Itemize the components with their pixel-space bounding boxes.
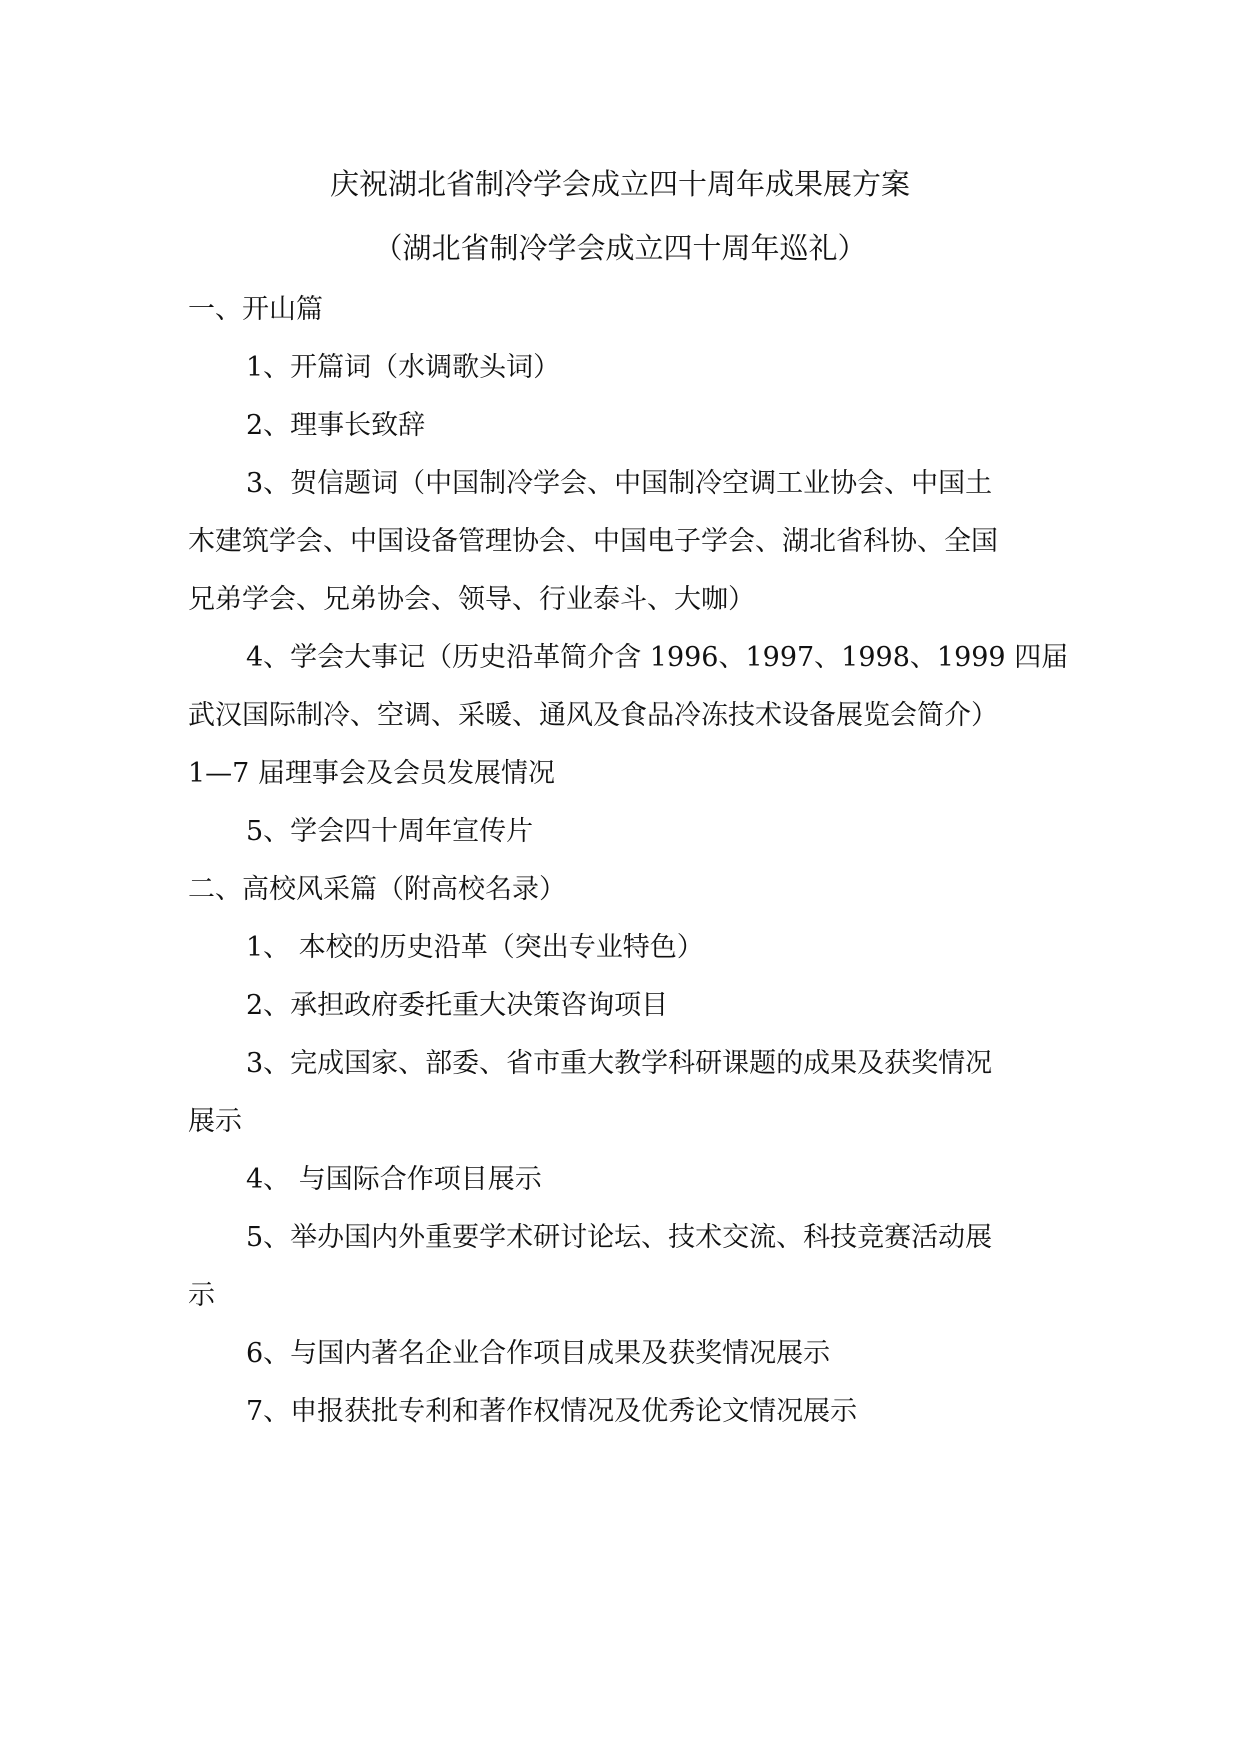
list-item-continuation: 木建筑学会、中国设备管理协会、中国电子学会、湖北省科协、全国 xyxy=(188,526,998,557)
section-heading-1: 一、开山篇 xyxy=(188,294,323,325)
list-item: 5、学会四十周年宣传片 xyxy=(246,816,534,847)
list-item: 4、 与国际合作项目展示 xyxy=(246,1164,542,1195)
document-title: 庆祝湖北省制冷学会成立四十周年成果展方案 xyxy=(329,167,910,201)
list-item: 2、承担政府委托重大决策咨询项目 xyxy=(246,990,669,1021)
list-item-continuation: 示 xyxy=(188,1280,215,1311)
list-item-continuation: 1—7 届理事会及会员发展情况 xyxy=(188,758,555,789)
list-item-continuation: 展示 xyxy=(188,1106,242,1137)
list-item-continuation: 兄弟学会、兄弟协会、领导、行业泰斗、大咖） xyxy=(188,584,755,615)
document-subtitle: （湖北省制冷学会成立四十周年巡礼） xyxy=(373,231,867,265)
list-item: 3、完成国家、部委、省市重大教学科研课题的成果及获奖情况 xyxy=(246,1048,993,1079)
list-item: 5、举办国内外重要学术研讨论坛、技术交流、科技竞赛活动展 xyxy=(246,1222,993,1253)
section-heading-2: 二、高校风采篇（附高校名录） xyxy=(188,874,566,905)
list-item: 4、学会大事记（历史沿革简介含 1996、1997、1998、1999 四届 xyxy=(246,642,1069,673)
list-item: 1、 本校的历史沿革（突出专业特色） xyxy=(246,932,704,963)
list-item: 7、申报获批专利和著作权情况及优秀论文情况展示 xyxy=(246,1396,858,1427)
list-item: 3、贺信题词（中国制冷学会、中国制冷空调工业协会、中国土 xyxy=(246,468,993,499)
list-item: 6、与国内著名企业合作项目成果及获奖情况展示 xyxy=(246,1338,831,1369)
list-item: 2、理事长致辞 xyxy=(246,410,426,441)
list-item-continuation: 武汉国际制冷、空调、采暖、通风及食品冷冻技术设备展览会简介） xyxy=(188,700,998,731)
list-item: 1、开篇词（水调歌头词） xyxy=(246,352,561,383)
